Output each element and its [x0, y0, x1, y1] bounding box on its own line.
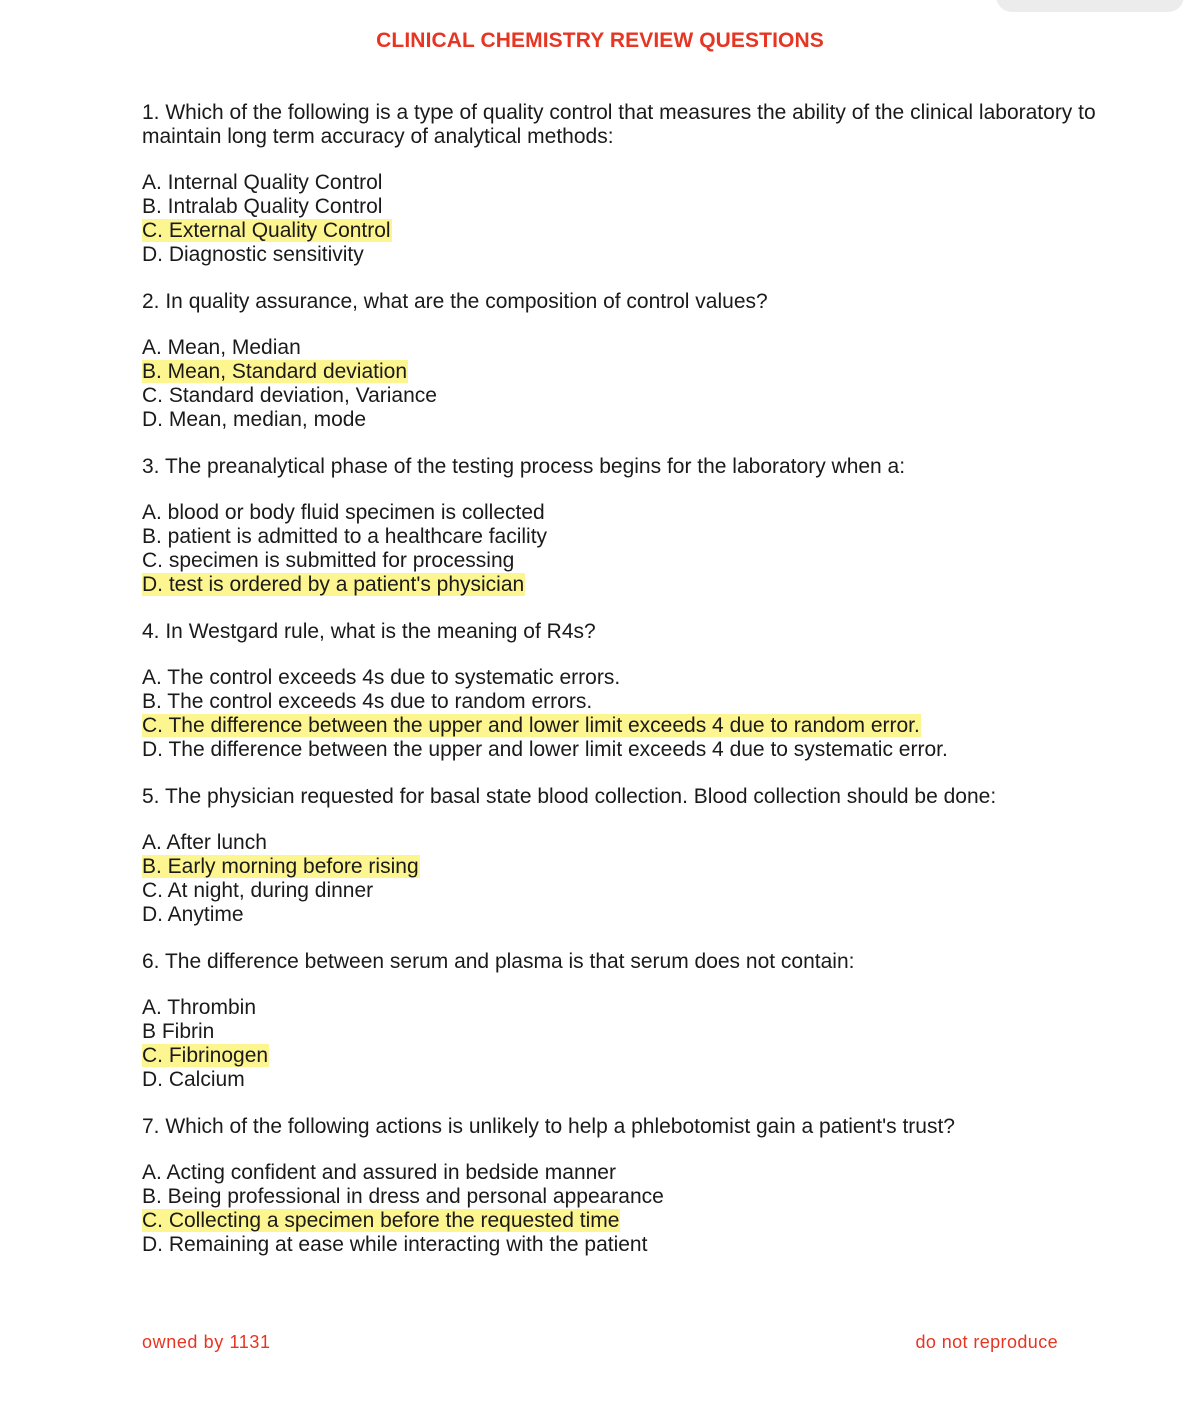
answer-option-label: B. patient is admitted to a healthcare facility [142, 525, 548, 548]
answer-option [142, 336, 1102, 360]
question-4 [142, 620, 1102, 762]
answer-options [142, 336, 1102, 432]
answer-option-label: A. After lunch [142, 831, 267, 854]
answer-option [142, 690, 1102, 714]
corner-tab [996, 0, 1184, 12]
answer-option [142, 831, 1102, 855]
answer-option-highlighted [142, 714, 1102, 738]
answer-option-label: C. Fibrinogen [142, 1044, 269, 1067]
answer-options [142, 996, 1102, 1092]
answer-option-highlighted [142, 1044, 1102, 1068]
answer-option [142, 1233, 1102, 1257]
footer-notice-text: do not reproduce [915, 1332, 1058, 1352]
question-list [142, 101, 1102, 1280]
answer-option [142, 525, 1102, 549]
answer-option-highlighted [142, 360, 1102, 384]
answer-option [142, 1161, 1102, 1185]
answer-option-highlighted [142, 219, 1102, 243]
answer-options [142, 171, 1102, 267]
question-7 [142, 1115, 1102, 1257]
answer-option-label: C. Collecting a specimen before the requested time [142, 1209, 620, 1232]
answer-option-label: C. specimen is submitted for processing [142, 549, 515, 572]
answer-option [142, 549, 1102, 573]
answer-option-label: B. The control exceeds 4s due to random errors. [142, 690, 593, 713]
answer-option-label: C. External Quality Control [142, 219, 391, 242]
answer-option-label: B. Intralab Quality Control [142, 195, 383, 218]
answer-option [142, 384, 1102, 408]
answer-option [142, 243, 1102, 267]
answer-option-label: D. Mean, median, mode [142, 408, 367, 431]
question-text: 7. Which of the following actions is unlikely to help a phlebotomist gain a patient's trust? [142, 1115, 955, 1138]
answer-options [142, 831, 1102, 927]
answer-option-label: D. The difference between the upper and lower limit exceeds 4 due to systematic error. [142, 738, 948, 761]
answer-option [142, 1068, 1102, 1092]
answer-option-label: C. At night, during dinner [142, 879, 374, 902]
page-title: CLINICAL CHEMISTRY REVIEW QUESTIONS [376, 29, 824, 52]
answer-option-label: D. Diagnostic sensitivity [142, 243, 364, 266]
answer-option [142, 1020, 1102, 1044]
answer-option-label: B. Being professional in dress and personal appearance [142, 1185, 664, 1208]
answer-option-highlighted [142, 573, 1102, 597]
answer-option [142, 738, 1102, 762]
answer-option [142, 996, 1102, 1020]
answer-option-highlighted [142, 855, 1102, 879]
answer-option [142, 1185, 1102, 1209]
answer-option-label: D. test is ordered by a patient's physician [142, 573, 525, 596]
question-text: 2. In quality assurance, what are the composition of control values? [142, 290, 768, 313]
answer-option-label: B Fibrin [142, 1020, 215, 1043]
footer-owner-text: owned by 1131 [142, 1332, 271, 1352]
question-1 [142, 101, 1102, 267]
question-text: 5. The physician requested for basal state blood collection. Blood collection should be done: [142, 785, 997, 808]
answer-option [142, 666, 1102, 690]
answer-option-label: A. The control exceeds 4s due to systematic errors. [142, 666, 621, 689]
answer-option [142, 501, 1102, 525]
answer-option-label: A. Acting confident and assured in bedside manner [142, 1161, 616, 1184]
answer-option-label: B. Early morning before rising [142, 855, 419, 878]
answer-option [142, 171, 1102, 195]
question-text: 4. In Westgard rule, what is the meaning of R4s? [142, 620, 596, 643]
answer-option [142, 408, 1102, 432]
question-text: 6. The difference between serum and plasma is that serum does not contain: [142, 950, 855, 973]
question-6 [142, 950, 1102, 1092]
answer-options [142, 666, 1102, 762]
answer-option-label: D. Anytime [142, 903, 244, 926]
answer-option-label: D. Remaining at ease while interacting with the patient [142, 1233, 648, 1256]
answer-option [142, 195, 1102, 219]
question-3 [142, 455, 1102, 597]
answer-option-label: C. Standard deviation, Variance [142, 384, 437, 407]
question-text: 1. Which of the following is a type of quality control that measures the ability of the clinical laboratory to maintain long term accuracy of analytical methods: [142, 101, 1096, 148]
answer-option-label: A. Thrombin [142, 996, 256, 1019]
question-2 [142, 290, 1102, 432]
answer-option [142, 879, 1102, 903]
answer-option-label: B. Mean, Standard deviation [142, 360, 408, 383]
answer-option [142, 903, 1102, 927]
question-5 [142, 785, 1102, 927]
answer-option-label: A. blood or body fluid specimen is collected [142, 501, 545, 524]
answer-option-label: A. Internal Quality Control [142, 171, 383, 194]
answer-options [142, 1161, 1102, 1257]
answer-options [142, 501, 1102, 597]
answer-option-highlighted [142, 1209, 1102, 1233]
answer-option-label: D. Calcium [142, 1068, 245, 1091]
question-text: 3. The preanalytical phase of the testing process begins for the laboratory when a: [142, 455, 906, 478]
answer-option-label: C. The difference between the upper and lower limit exceeds 4 due to random error. [142, 714, 920, 737]
answer-option-label: A. Mean, Median [142, 336, 301, 359]
